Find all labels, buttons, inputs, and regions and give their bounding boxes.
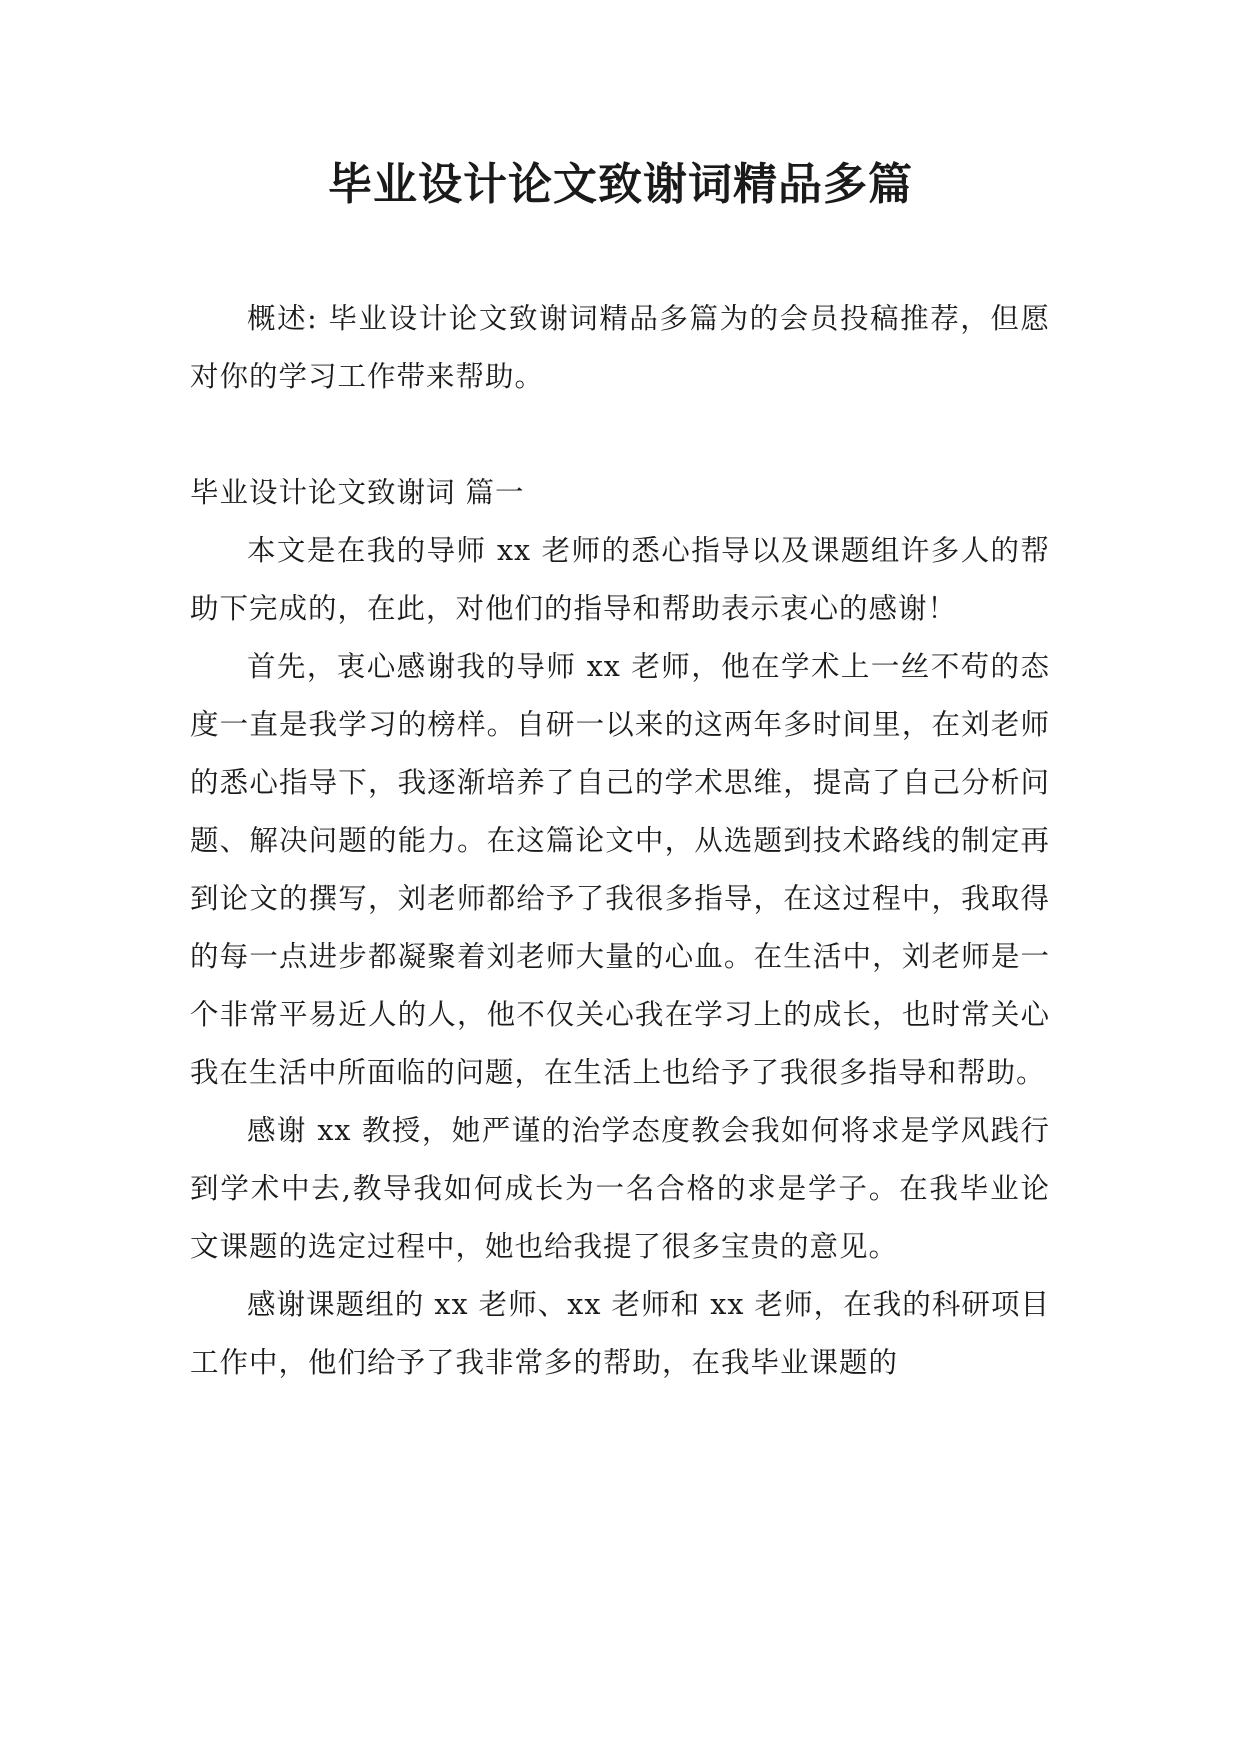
body-paragraph: 感谢 xx 教授，她严谨的治学态度教会我如何将求是学风践行到学术中去,教导我如何成长为一名合格的求是学子。在我毕业论文课题的选定过程中，她也给我提了很多宝贵的意见。	[190, 1114, 1050, 1263]
body-paragraph: 本文是在我的导师 xx 老师的悉心指导以及课题组许多人的帮助下完成的，在此，对他们的指导和帮助表示衷心的感谢！	[190, 534, 1050, 625]
summary-block	[190, 290, 1050, 406]
summary-paragraph: 概述: 毕业设计论文致谢词精品多篇为的会员投稿推荐，但愿对你的学习工作带来帮助。	[190, 302, 1050, 393]
body-paragraph: 感谢课题组的 xx 老师、xx 老师和 xx 老师，在我的科研项目工作中，他们给予了我非常多的帮助，在我毕业课题的	[190, 1288, 1050, 1379]
body-paragraph: 首先，衷心感谢我的导师 xx 老师，他在学术上一丝不苟的态度一直是我学习的榜样。自研一以来的这两年多时间里，在刘老师的悉心指导下，我逐渐培养了自己的学术思维，提高了自己分析问题、解决问题的能力。在这篇论文中，从选题到技术路线的制定再到论文的撰写，刘老师都给予了我很多指导，在这过程中，我取得的每一点进步都凝聚着刘老师大量的心血。在生活中，刘老师是一个非常平易近人的人，他不仅关心我在学习上的成长，也时常关心我在生活中所面临的问题，在生活上也给予了我很多指导和帮助。	[190, 650, 1050, 1089]
section-one	[190, 464, 1050, 1392]
section-heading: 毕业设计论文致谢词 篇一	[190, 476, 525, 509]
document-title: 毕业设计论文致谢词精品多篇	[328, 159, 913, 210]
